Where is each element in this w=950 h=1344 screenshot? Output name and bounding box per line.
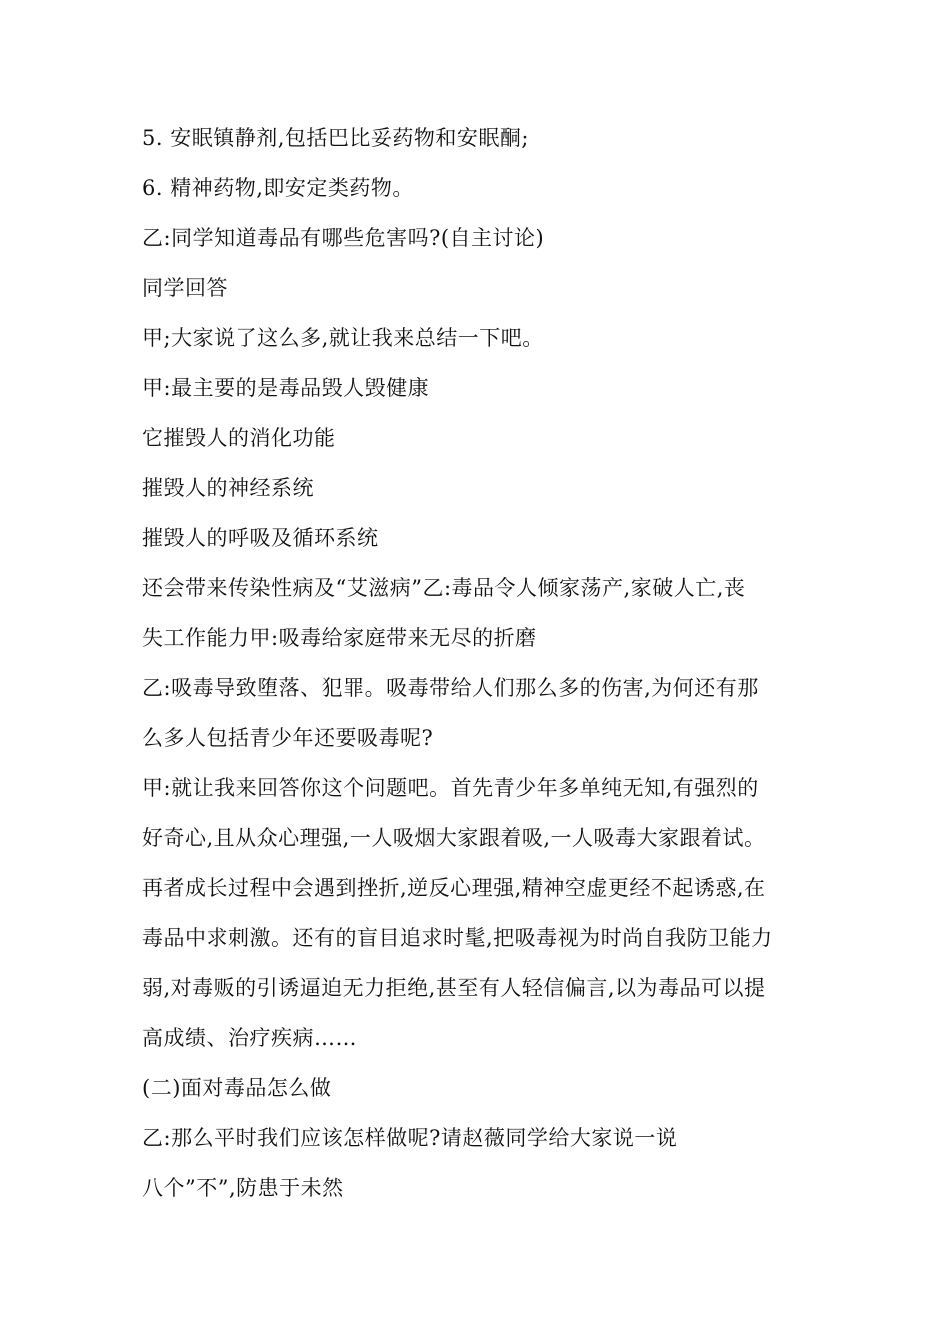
text-line-6: 甲:最主要的是毒品毁人毁健康 — [142, 376, 430, 400]
text-line-9: 摧毁人的呼吸及循环系统 — [142, 526, 379, 550]
text-line-16: 再者成长过程中会遇到挫折,逆反心理强,精神空虚更经不起诱惑,在 — [142, 876, 766, 900]
text-line-3: 乙:同学知道毒品有哪些危害吗?(自主讨论) — [142, 226, 545, 250]
text-line-19: 高成绩、治疗疾病…… — [142, 1026, 357, 1050]
text-line-13: 么多人包括青少年还要吸毒呢? — [142, 726, 434, 750]
text-line-11: 失工作能力甲:吸毒给家庭带来无尽的折磨 — [142, 626, 537, 650]
text-line-22: 八个”不”,防患于未然 — [142, 1176, 344, 1200]
text-line-14: 甲:就让我来回答你这个问题吧。首先青少年多单纯无知,有强烈的 — [142, 776, 759, 800]
text-line-18: 弱,对毒贩的引诱逼迫无力拒绝,甚至有人轻信偏言,以为毒品可以提 — [142, 976, 766, 1000]
text-line-2: 6. 精神药物,即安定类药物。 — [142, 176, 414, 200]
text-line-15: 好奇心,且从众心理强,一人吸烟大家跟着吸,一人吸毒大家跟着试。 — [142, 826, 766, 850]
text-line-10: 还会带来传染性病及“艾滋病”乙:毒品令人倾家荡产,家破人亡,丧 — [142, 576, 746, 600]
text-line-1: 5. 安眠镇静剂,包括巴比妥药物和安眠酮; — [142, 126, 529, 150]
text-line-4: 同学回答 — [142, 276, 228, 300]
text-line-5: 甲;大家说了这么多,就让我来总结一下吧。 — [142, 326, 544, 350]
text-line-7: 它摧毁人的消化功能 — [142, 426, 336, 450]
text-line-12: 乙:吸毒导致堕落、犯罪。吸毒带给人们那么多的伤害,为何还有那 — [142, 676, 759, 700]
document-body — [142, 120, 817, 1220]
section-heading: (二)面对毒品怎么做 — [142, 1076, 332, 1100]
text-line-21: 乙:那么平时我们应该怎样做呢?请赵薇同学给大家说一说 — [142, 1126, 678, 1150]
text-line-17: 毒品中求刺激。还有的盲目追求时髦,把吸毒视为时尚自我防卫能力 — [142, 926, 773, 950]
text-line-8: 摧毁人的神经系统 — [142, 476, 314, 500]
